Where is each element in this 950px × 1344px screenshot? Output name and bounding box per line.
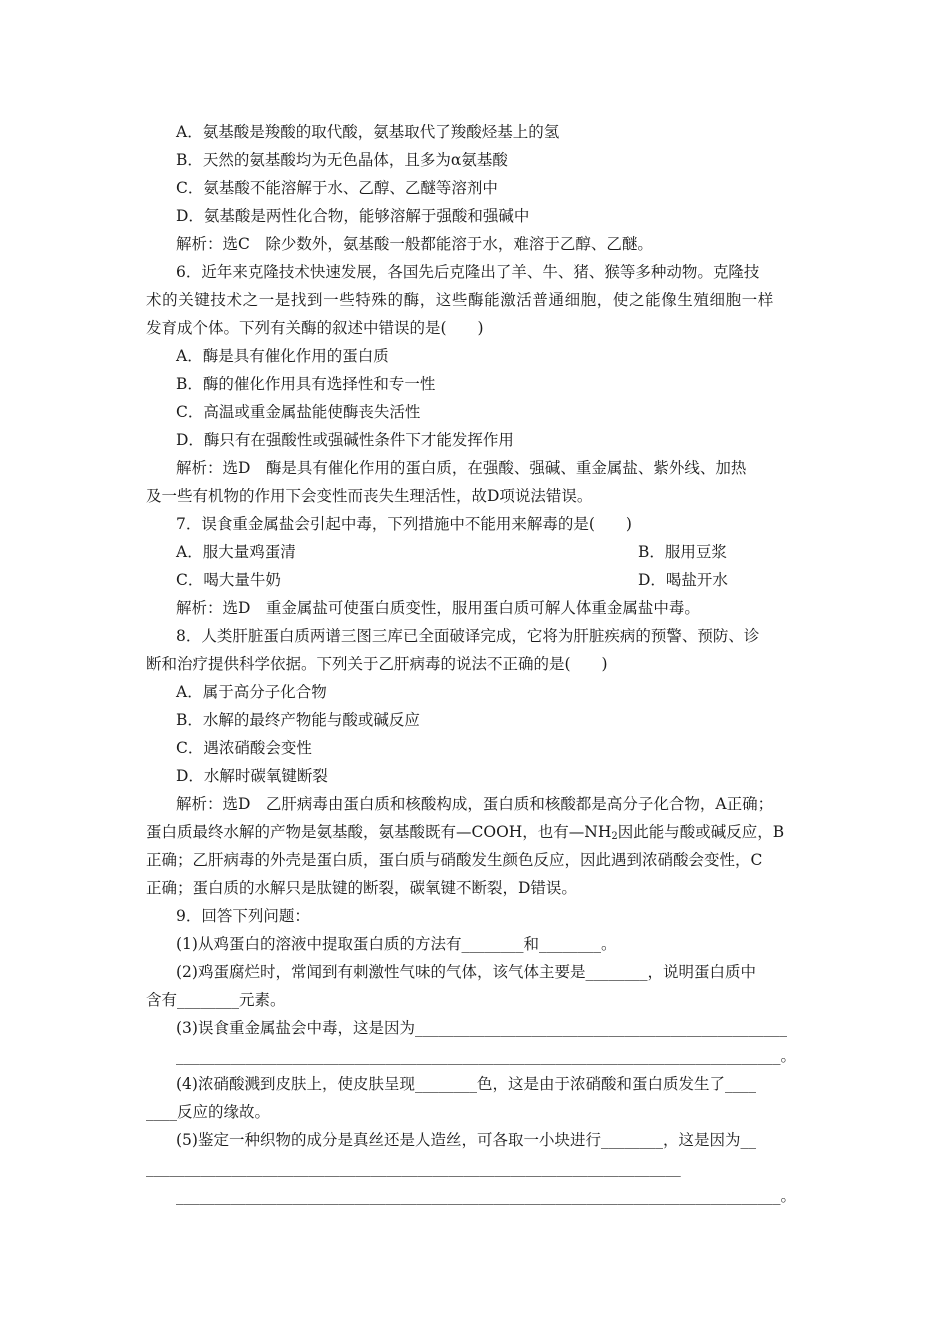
q6-analysis-line-2: 及一些有机物的作用下会变性而丧失生理活性，故D项说法错误。: [146, 487, 593, 505]
q9-part-4-line-1: (4)浓硝酸溅到皮肤上，使皮肤呈现________色，这是由于浓硝酸和蛋白质发生了____: [176, 1075, 756, 1093]
q5-option-d: D．氨基酸是两性化合物，能够溶解于强酸和强碱中: [176, 207, 530, 225]
q8-analysis-text-b: 因此能与酸或碱反应，B: [617, 823, 785, 841]
q5-option-b: B．天然的氨基酸均为无色晶体，且多为α氨基酸: [176, 151, 508, 169]
q7-analysis: 解析：选D 重金属盐可使蛋白质变性，服用蛋白质可解人体重金属盐中毒。: [176, 599, 700, 617]
q6-stem-line-3: 发育成个体。下列有关酶的叙述中错误的是( ): [146, 319, 484, 337]
q5-option-a: A．氨基酸是羧酸的取代酸，氨基取代了羧酸烃基上的氢: [176, 123, 560, 141]
q6-option-b: B．酶的催化作用具有选择性和专一性: [176, 375, 436, 393]
q9-part-1: (1)从鸡蛋白的溶液中提取蛋白质的方法有________和________。: [176, 935, 617, 953]
q9-stem: 9．回答下列问题：: [176, 907, 310, 925]
q9-part-5-line-3: ______________________________________________________________________________。: [176, 1187, 797, 1205]
q8-analysis-line-2: [146, 822, 820, 847]
q7-option-a: A．服大量鸡蛋清: [176, 543, 296, 561]
q5-option-c: C．氨基酸不能溶解于水、乙醇、乙醚等溶剂中: [176, 179, 498, 197]
q8-option-a: A．属于高分子化合物: [176, 683, 327, 701]
q9-part-5-line-2: _____________________________________________________________________: [146, 1159, 681, 1177]
q9-part-2-line-1: (2)鸡蛋腐烂时，常闻到有刺激性气味的气体，该气体主要是________，说明蛋白质中: [176, 963, 756, 981]
q7-stem: 7．误食重金属盐会引起中毒，下列措施中不能用来解毒的是( ): [176, 515, 632, 533]
q8-option-d: D．水解时碳氧键断裂: [176, 767, 328, 785]
q6-option-a: A．酶是具有催化作用的蛋白质: [176, 347, 389, 365]
q9-part-5-line-1: (5)鉴定一种织物的成分是真丝还是人造丝，可各取一小块进行________，这是因为__: [176, 1131, 756, 1149]
q7-option-b: B．服用豆浆: [638, 543, 727, 561]
q6-stem-line-1: 6．近年来克隆技术快速发展，各国先后克隆出了羊、牛、猪、猴等多种动物。克隆技: [176, 263, 760, 281]
nh2-subscript: 2: [611, 831, 618, 842]
q8-analysis-text-a: 蛋白质最终水解的产物是氨基酸，氨基酸既有—COOH，也有—NH: [146, 823, 612, 841]
q9-part-3-line-2: ______________________________________________________________________________。: [176, 1047, 797, 1065]
q8-analysis-line-3: 正确；乙肝病毒的外壳是蛋白质，蛋白质与硝酸发生颜色反应，因此遇到浓硝酸会变性，C: [146, 851, 763, 869]
q7-options-row-1: [176, 542, 820, 562]
q8-option-c: C．遇浓硝酸会变性: [176, 739, 312, 757]
q9-part-2-line-2: 含有________元素。: [146, 991, 286, 1009]
q6-option-c: C．高温或重金属盐能使酶丧失活性: [176, 403, 421, 421]
q8-stem-line-2: 断和治疗提供科学依据。下列关于乙肝病毒的说法不正确的是( ): [146, 655, 608, 673]
q7-options-row-2: [176, 570, 820, 590]
q8-analysis-line-1: 解析：选D 乙肝病毒由蛋白质和核酸构成，蛋白质和核酸都是高分子化合物，A正确；: [176, 795, 774, 813]
q6-stem-line-2: 术的关键技术之一是找到一些特殊的酶，这些酶能激活普通细胞，使之能像生殖细胞一样: [146, 291, 774, 309]
q5-analysis: 解析：选C 除少数外，氨基酸一般都能溶于水，难溶于乙醇、乙醚。: [176, 235, 653, 253]
q9-part-4-line-2: ____反应的缘故。: [146, 1103, 271, 1121]
q7-option-c: C．喝大量牛奶: [176, 571, 281, 589]
q7-option-d: D．喝盐开水: [638, 571, 728, 589]
q8-stem-line-1: 8．人类肝脏蛋白质两谱三图三库已全面破译完成，它将为肝脏疾病的预警、预防、诊: [176, 627, 760, 645]
q6-analysis-line-1: 解析：选D 酶是具有催化作用的蛋白质，在强酸、强碱、重金属盐、紫外线、加热: [176, 459, 747, 477]
q8-analysis-line-4: 正确；蛋白质的水解只是肽键的断裂，碳氧键不断裂，D错误。: [146, 879, 577, 897]
q6-option-d: D．酶只有在强酸性或强碱性条件下才能发挥作用: [176, 431, 514, 449]
q8-option-b: B．水解的最终产物能与酸或碱反应: [176, 711, 420, 729]
q9-part-3-line-1: (3)误食重金属盐会中毒，这是因为________________________________________________: [176, 1019, 787, 1037]
